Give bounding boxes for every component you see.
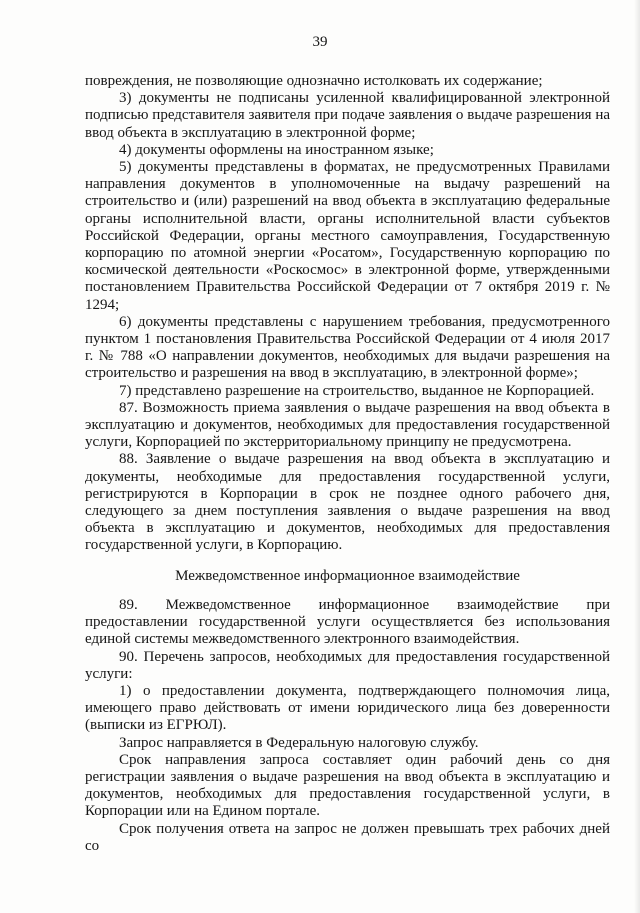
paragraph: 90. Перечень запросов, необходимых для предоставления государственной услуги: <box>85 648 610 682</box>
paragraph: Срок направления запроса составляет один рабочий день со дня регистрации заявления о выдаче разрешения на ввод объекта в эксплуатацию и документов, необходимых для предоставления государственной услуги, в Корпорации или на Едином портале. <box>85 751 610 820</box>
paragraph: Запрос направляется в Федеральную налоговую службу. <box>119 734 479 751</box>
paragraph: 88. Заявление о выдаче разрешения на ввод объекта в эксплуатацию и документы, необходимые для предоставления государственной услуги, регистрируются в Корпорации в срок не позднее одного рабочего дня, следующего за днем поступления заявления о выдаче разрешения на ввод объекта в эксплуатацию и документов, необходимых для предоставления государственной услуги, в Корпорацию. <box>85 451 610 554</box>
paragraph: Срок получения ответа на запрос не должен превышать трех рабочих дней со <box>85 820 610 854</box>
scan-edge-shadow <box>634 0 640 913</box>
page-number: 39 <box>312 34 328 50</box>
paragraph: повреждения, не позволяющие однозначно истолковать их содержание; <box>85 73 543 89</box>
paragraph: 87. Возможность приема заявления о выдаче разрешения на ввод объекта в эксплуатацию и документов, необходимых для предоставления государственной услуги, Корпорацией по экстерриториальному принципу не предусмотрена. <box>85 399 610 451</box>
paragraph: 4) документы оформлены на иностранном языке; <box>119 141 434 158</box>
paragraph: 7) представлено разрешение на строительство, выданное не Корпорацией. <box>119 382 595 399</box>
paragraph: 5) документы представлены в форматах, не предусмотренных Правилами направления документов в уполномоченные на выдачу разрешений на строительство и (или) разрешений на ввод объекта в эксплуатацию федеральные органы исполнительной власти, органы исполнительной власти субъектов Российской Федерации, органы местного самоуправления, Государственную корпорацию по атомной энергии «Росатом», Государственную корпорацию по космической деятельности «Роскосмос» в электронной форме, утвержденными постановлением Правительства Российской Федерации от 7 октября 2019 г. № 1294; <box>85 159 610 313</box>
paragraph: 6) документы представлены с нарушением требования, предусмотренного пунктом 1 постановления Правительства Российской Федерации от 4 июля 2017 г. № 788 «О направлении документов, необходимых для выдачи разрешения на строительство и разрешения на ввод в эксплуатацию, в электронной форме»; <box>85 313 610 382</box>
paragraphs-before-heading <box>85 73 610 555</box>
section-heading: Межведомственное информационное взаимодействие <box>175 567 520 584</box>
document-body <box>85 73 610 855</box>
paragraph: 3) документы не подписаны усиленной квалифицированной электронной подписью представителя заявителя при подаче заявления о выдаче разрешения на ввод объекта в эксплуатацию в электронной форме; <box>85 90 610 141</box>
paragraphs-after-heading <box>85 597 610 855</box>
paragraph: 89. Межведомственное информационное взаимодействие при предоставлении государственной услуги осуществляется без использования единой системы межведомственного электронного взаимодействия. <box>85 596 610 648</box>
paragraph: 1) о предоставлении документа, подтверждающего полномочия лица, имеющего право действовать от имени юридического лица без доверенности (выписки из ЕГРЮЛ). <box>85 682 610 734</box>
